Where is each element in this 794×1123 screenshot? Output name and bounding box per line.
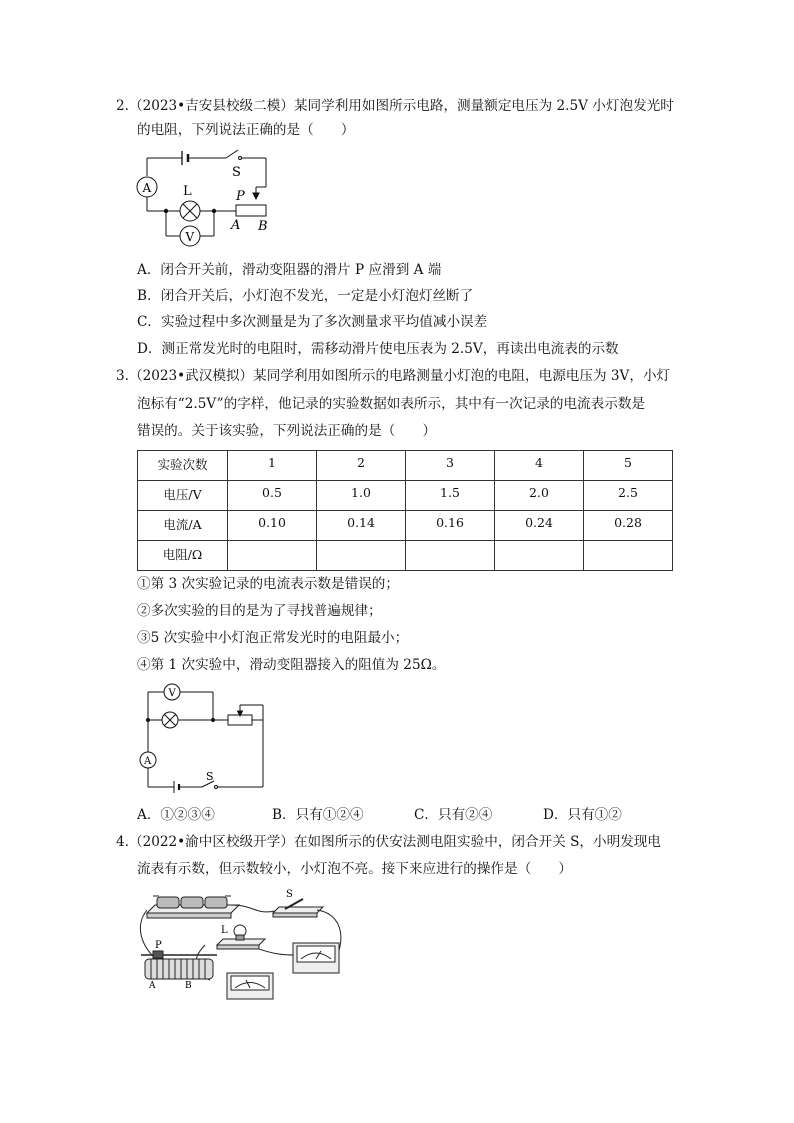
table-row <box>138 511 673 541</box>
q4-stem-line2: 流表有示数，但示数较小，小灯泡不亮。接下来应进行的操作是（ ） <box>137 861 572 877</box>
q3-stem-line2: 泡标有“2.5V”的字样，他记录的实验数据如表所示，其中有一次记录的电流表示数是 <box>137 396 646 412</box>
table-cell: 0.16 <box>406 511 495 541</box>
table-cell: 0.28 <box>584 511 673 541</box>
q2-option-a[interactable]: A．闭合开关前，滑动变阻器的滑片 P 应滑到 A 端 <box>137 262 442 278</box>
q2-option-b[interactable]: B．闭合开关后，小灯泡不发光，一定是小灯泡灯丝断了 <box>137 288 474 304</box>
q2-lamp-label: L <box>183 184 192 199</box>
q4-lamp-label: L <box>221 925 228 936</box>
q3-choice-d[interactable]: D．只有①② <box>543 807 622 823</box>
q3-data-table <box>137 450 673 571</box>
q4-stem-line1: 4.（2022•渝中区校级开学）在如图所示的伏安法测电阻实验中，闭合开关 S，小明发现电 <box>116 834 661 850</box>
table-cell: 1 <box>228 451 317 481</box>
q3-voltmeter-label: V <box>168 688 176 699</box>
q3-stem-line3: 错误的。关于该实验，下列说法正确的是（ ） <box>137 423 437 439</box>
table-cell <box>495 541 584 571</box>
q3-choice-a[interactable]: A．①②③④ <box>137 807 215 823</box>
q2-circuit-diagram <box>130 145 280 250</box>
table-cell <box>317 541 406 571</box>
q2-option-c[interactable]: C．实验过程中多次测量是为了多次测量求平均值减小误差 <box>137 314 488 330</box>
table-cell <box>406 541 495 571</box>
table-cell: 1.0 <box>317 481 406 511</box>
table-cell: 0.24 <box>495 511 584 541</box>
table-header-cell: 实验次数 <box>138 451 228 481</box>
q3-circuit-diagram <box>130 682 300 797</box>
q3-statement-4: ④第 1 次实验中，滑动变阻器接入的阻值为 25Ω。 <box>137 657 446 673</box>
q2-voltmeter-label: V <box>185 230 195 244</box>
table-cell: 0.5 <box>228 481 317 511</box>
table-cell <box>228 541 317 571</box>
table-cell: 0.10 <box>228 511 317 541</box>
q3-statement-3: ③5 次实验中小灯泡正常发光时的电阻最小； <box>137 630 409 646</box>
q3-statement-1: ①第 3 次实验记录的电流表示数是错误的； <box>137 576 399 592</box>
q2-stem-line1: 2.（2023•吉安县校级二模）某同学利用如图所示电路，测量额定电压为 2.5V 小灯泡发光时 <box>116 98 674 114</box>
table-cell: 5 <box>584 451 673 481</box>
table-row <box>138 481 673 511</box>
q4-apparatus-illustration <box>135 885 350 1000</box>
q3-stem-line1: 3.（2023•武汉模拟）某同学利用如图所示的电路测量小灯泡的电阻，电源电压为 3V，小灯 <box>116 368 671 384</box>
q2-switch-label: S <box>232 165 241 180</box>
q4-slider-label: P <box>155 940 162 951</box>
table-header-cell: 电压/V <box>138 481 228 511</box>
table-cell: 2.5 <box>584 481 673 511</box>
table-cell: 3 <box>406 451 495 481</box>
q4-end-a-label: A <box>149 981 156 991</box>
q2-end-b-label: B <box>258 219 268 234</box>
table-cell: 1.5 <box>406 481 495 511</box>
table-cell <box>584 541 673 571</box>
q3-choice-c[interactable]: C．只有②④ <box>414 807 493 823</box>
q2-end-a-label: A <box>231 218 241 233</box>
q3-switch-label: S <box>206 770 214 783</box>
q2-stem-line2: 的电阻，下列说法正确的是（ ） <box>137 122 355 138</box>
table-row <box>138 451 673 481</box>
table-cell: 4 <box>495 451 584 481</box>
table-cell: 0.14 <box>317 511 406 541</box>
q3-statement-2: ②多次实验的目的是为了寻找普遍规律； <box>137 603 382 619</box>
table-cell: 2.0 <box>495 481 584 511</box>
q2-ammeter-label: A <box>142 181 152 195</box>
q2-slider-label: P <box>236 189 245 204</box>
q2-option-d[interactable]: D．测正常发光时的电阻时，需移动滑片使电压表为 2.5V，再读出电流表的示数 <box>137 341 619 357</box>
q4-switch-label: S <box>286 889 293 900</box>
table-header-cell: 电流/A <box>138 511 228 541</box>
table-cell: 2 <box>317 451 406 481</box>
q3-ammeter-label: A <box>144 756 152 767</box>
q3-choice-b[interactable]: B．只有①②④ <box>272 807 364 823</box>
table-header-cell: 电阻/Ω <box>138 541 228 571</box>
q4-end-b-label: B <box>185 981 192 991</box>
table-row <box>138 541 673 571</box>
